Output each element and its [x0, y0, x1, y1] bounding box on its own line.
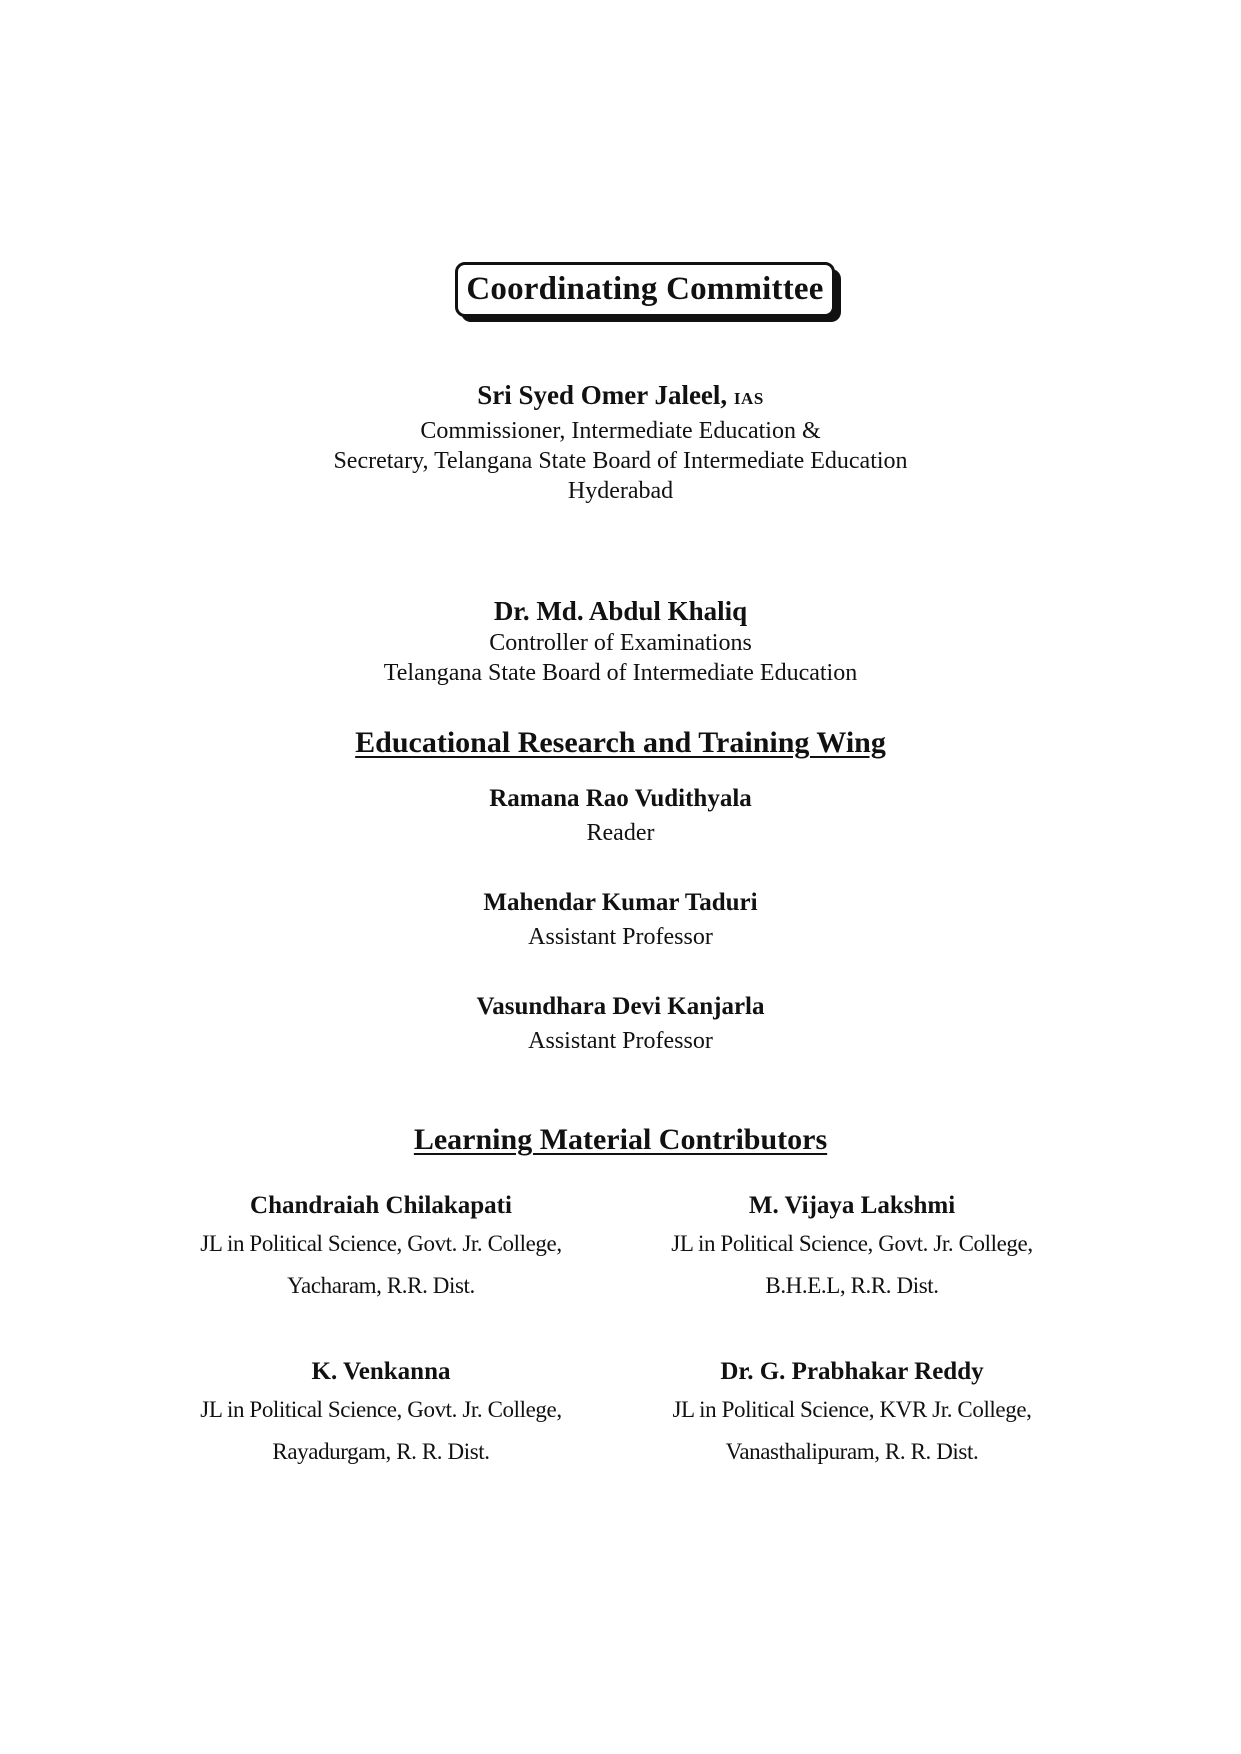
contributor-2: [622, 1189, 1082, 1307]
title-box-frame: [455, 262, 835, 317]
contributor-3-line-2: Rayadurgam, R. R. Dist.: [272, 1439, 490, 1464]
contributor-1-line-1: JL in Political Science, Govt. Jr. College,: [200, 1231, 562, 1256]
training-wing-member-2-name: Mahendar Kumar Taduri: [483, 889, 758, 916]
committee-member-2-name: Dr. Md. Abdul Khaliq: [493, 596, 748, 626]
committee-member-1: [0, 378, 1241, 506]
contributor-3-line-1: JL in Political Science, Govt. Jr. College,: [200, 1397, 562, 1422]
contributors-section: [0, 1122, 1241, 1158]
training-wing-section: [0, 725, 1241, 761]
training-wing-member-1-role: Reader: [586, 820, 655, 846]
coordinating-committee-title-box: [455, 262, 841, 322]
training-wing-member-3-name: Vasundhara Devi Kanjarla: [476, 993, 765, 1020]
committee-member-1-name-line: [0, 378, 1241, 416]
contributor-3-name: K. Venkanna: [311, 1358, 451, 1385]
training-wing-member-3-role: Assistant Professor: [528, 1028, 713, 1054]
training-wing-member-1-name: Ramana Rao Vudithyala: [489, 785, 752, 812]
contributor-4-line-1: JL in Political Science, KVR Jr. College,: [672, 1397, 1032, 1422]
contributor-3: [151, 1355, 611, 1473]
training-wing-heading: Educational Research and Training Wing: [355, 726, 886, 759]
committee-member-1-name: Sri Syed Omer Jaleel,: [477, 380, 728, 410]
contributor-1: [151, 1189, 611, 1307]
contributor-2-line-1: JL in Political Science, Govt. Jr. College,: [671, 1231, 1033, 1256]
contributor-2-line-2: B.H.E.L, R.R. Dist.: [765, 1273, 939, 1298]
training-wing-member-2: [0, 887, 1241, 955]
committee-member-2-line-2: Telangana State Board of Intermediate Education: [383, 660, 858, 686]
training-wing-member-2-role: Assistant Professor: [528, 924, 713, 950]
contributor-4: [622, 1355, 1082, 1473]
contributor-4-line-2: Vanasthalipuram, R. R. Dist.: [725, 1439, 979, 1464]
committee-member-2: [0, 594, 1241, 688]
contributor-1-name: Chandraiah Chilakapati: [250, 1192, 512, 1219]
committee-member-1-line-2: Secretary, Telangana State Board of Intermediate Education: [333, 448, 908, 474]
contributors-heading: Learning Material Contributors: [413, 1123, 828, 1156]
committee-member-1-line-1: Commissioner, Intermediate Education &: [420, 418, 821, 444]
training-wing-member-3: [0, 991, 1241, 1059]
committee-member-1-line-3: Hyderabad: [567, 478, 674, 504]
committee-member-1-suffix: IAS: [733, 389, 764, 408]
contributor-4-name: Dr. G. Prabhakar Reddy: [720, 1358, 984, 1385]
training-wing-member-1: [0, 783, 1241, 851]
coordinating-committee-heading: Coordinating Committee: [466, 271, 824, 307]
contributor-2-name: M. Vijaya Lakshmi: [748, 1192, 956, 1219]
contributor-1-line-2: Yacharam, R.R. Dist.: [287, 1273, 475, 1298]
committee-member-2-line-1: Controller of Examinations: [489, 630, 752, 656]
